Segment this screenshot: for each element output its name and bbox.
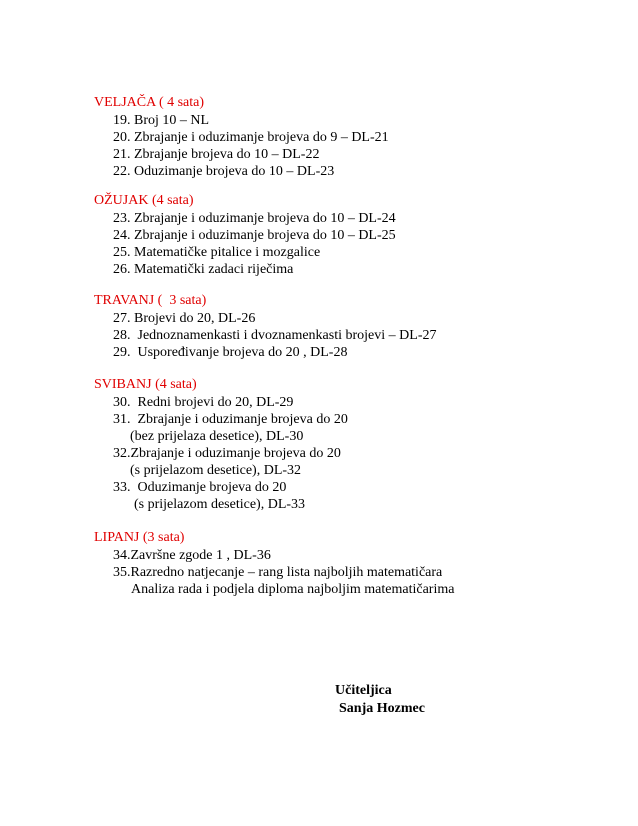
list-item: 34.Završne zgode 1 , DL-36 [113, 548, 271, 563]
list-item: 22. Oduzimanje brojeva do 10 – DL-23 [113, 164, 335, 179]
section-heading-svibanj: SVIBANJ (4 sata) [94, 377, 197, 392]
list-item: 30. Redni brojevi do 20, DL-29 [113, 395, 294, 410]
list-item-continuation: (s prijelazom desetice), DL-33 [134, 497, 306, 512]
list-item: 19. Broj 10 – NL [113, 113, 210, 128]
signature-role: Učiteljica [335, 683, 392, 698]
list-item: 31. Zbrajanje i oduzimanje brojeva do 20 [113, 412, 348, 427]
section-heading-lipanj: LIPANJ (3 sata) [94, 530, 185, 545]
list-item: 20. Zbrajanje i oduzimanje brojeva do 9 – DL-21 [113, 130, 389, 145]
list-item: 23. Zbrajanje i oduzimanje brojeva do 10 – DL-24 [113, 211, 396, 226]
list-item: 26. Matematički zadaci riječima [113, 262, 294, 277]
list-item-continuation: (s prijelazom desetice), DL-32 [130, 463, 302, 478]
list-item: 21. Zbrajanje brojeva do 10 – DL-22 [113, 147, 320, 162]
list-item: 35.Razredno natjecanje – rang lista najboljih matematičara [113, 565, 443, 580]
list-item: 29. Uspoređivanje brojeva do 20 , DL-28 [113, 345, 348, 360]
section-heading-ozujak: OŽUJAK (4 sata) [94, 193, 194, 208]
list-item: 32.Zbrajanje i oduzimanje brojeva do 20 [113, 446, 341, 461]
list-item: 28. Jednoznamenkasti i dvoznamenkasti brojevi – DL-27 [113, 328, 437, 343]
section-heading-veljaca: VELJAČA ( 4 sata) [94, 95, 205, 110]
list-item: 25. Matematičke pitalice i mozgalice [113, 245, 321, 260]
list-item: 24. Zbrajanje i oduzimanje brojeva do 10 – DL-25 [113, 228, 396, 243]
list-item-continuation: Analiza rada i podjela diploma najboljim matematičarima [131, 582, 455, 597]
list-item-continuation: (bez prijelaza desetice), DL-30 [130, 429, 304, 444]
signature-name: Sanja Hozmec [339, 701, 425, 716]
list-item: 33. Oduzimanje brojeva do 20 [113, 480, 287, 495]
list-item: 27. Brojevi do 20, DL-26 [113, 311, 256, 326]
section-heading-travanj: TRAVANJ ( 3 sata) [94, 293, 207, 308]
